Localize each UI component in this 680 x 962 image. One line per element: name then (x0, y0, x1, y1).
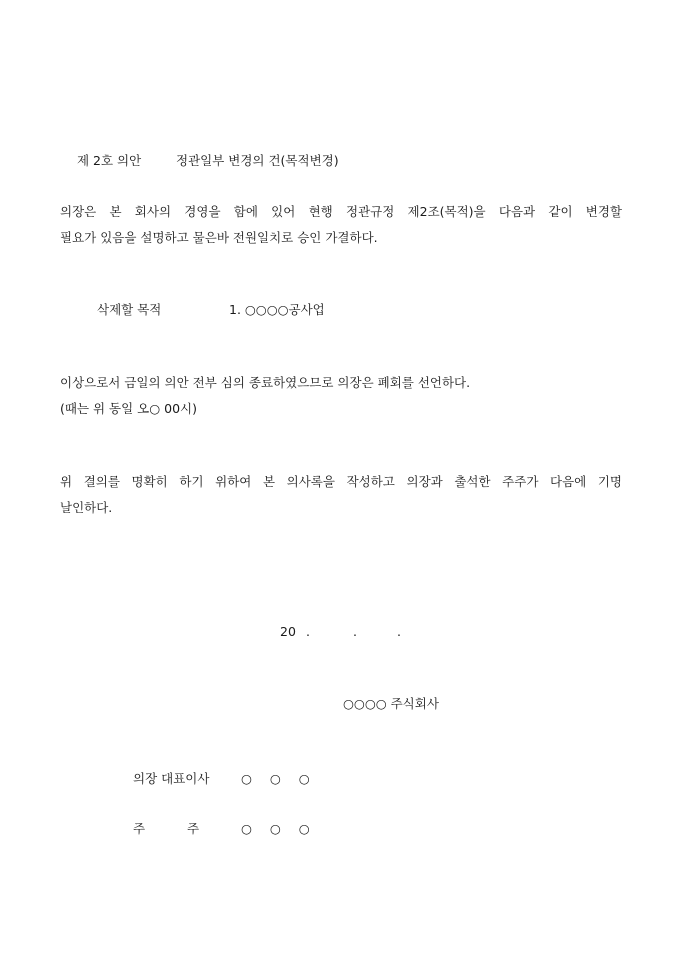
paragraph2-line2: (때는 위 동일 오○ 00시) (60, 401, 197, 416)
date-year: 20 (280, 624, 296, 639)
chairman-role: 의장 대표이사 (133, 771, 210, 786)
shareholder-name: ○ ○ ○ (241, 821, 310, 836)
paragraph3-line2: 날인하다. (60, 500, 113, 515)
shareholder-role: 주 주 (133, 821, 200, 836)
company-name: ○○○○ 주식회사 (343, 696, 439, 711)
date-dot-1: . (306, 624, 310, 639)
paragraph3-line1: 위 결의를 명확히 하기 위하여 본 의사록을 작성하고 의장과 출석한 주주가 다음에 기명 (60, 474, 622, 489)
paragraph1-line1: 의장은 본 회사의 경영을 함에 있어 현행 정관규정 제2조(목적)을 다음과 같이 변경할 (60, 204, 622, 219)
deletion-item: 1. ○○○○공사업 (229, 302, 325, 317)
date-dot-2: . (353, 624, 357, 639)
deletion-label: 삭제할 목적 (97, 302, 162, 317)
paragraph2-line1: 이상으로서 금일의 의안 전부 심의 종료하였으므로 의장은 폐회를 선언하다. (60, 375, 471, 390)
paragraph1-line2: 필요가 있음을 설명하고 물은바 전원일치로 승인 가결하다. (60, 230, 378, 245)
chairman-name: ○ ○ ○ (241, 771, 310, 786)
date-dot-3: . (397, 624, 401, 639)
agenda-title: 정관일부 변경의 건(목적변경) (176, 153, 339, 168)
agenda-number: 제 2호 의안 (77, 153, 142, 168)
